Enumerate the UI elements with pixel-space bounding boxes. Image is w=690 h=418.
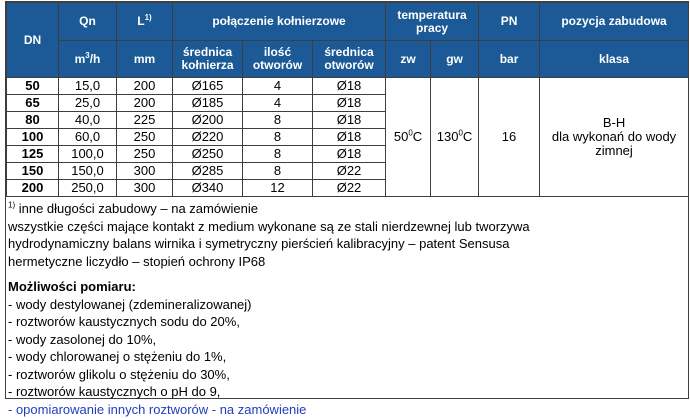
cell-gw-value (431, 78, 479, 197)
header-gw: gw (431, 41, 479, 78)
gw-deg-sup: 0 (458, 129, 462, 138)
spec-sheet (5, 1, 689, 399)
header-klasa: klasa (540, 41, 689, 78)
footnote-text: inne długości zabudowy – na zamówienie (15, 201, 258, 216)
qn-unit-pre: m (75, 52, 86, 66)
header-qn-unit (59, 41, 117, 78)
spec-table (6, 2, 689, 197)
cell-qn: 100,0 (59, 146, 117, 163)
list-item: - roztworów kaustycznych sodu do 20%, (8, 313, 688, 331)
cell-klasa-value (540, 78, 689, 197)
klasa-line-2: dla wykonań do wody (540, 130, 688, 144)
cell-dn: 50 (7, 78, 59, 95)
cell-dn: 150 (7, 163, 59, 180)
cell-holes-count: 8 (243, 129, 313, 146)
footnote-marker: 1) (8, 201, 15, 210)
header-zw: zw (386, 41, 431, 78)
zw-deg-sup: 0 (408, 129, 412, 138)
header-holes-count: ilość otworów (243, 41, 313, 78)
cell-qn: 15,0 (59, 78, 117, 95)
cell-l: 250 (117, 129, 173, 146)
cell-qn: 40,0 (59, 112, 117, 129)
cell-holes-count: 4 (243, 78, 313, 95)
cell-flange-diameter: Ø250 (173, 146, 243, 163)
cell-l: 250 (117, 146, 173, 163)
header-pn-unit: bar (479, 41, 540, 78)
note-materials: wszystkie części mające kontakt z medium wykonane są ze stali nierdzewnej lub tworzywa (8, 218, 688, 236)
header-holes-diameter: średnica otworów (313, 41, 386, 78)
cell-l: 225 (117, 112, 173, 129)
cell-dn: 80 (7, 112, 59, 129)
cell-l: 300 (117, 163, 173, 180)
header-l-unit: mm (117, 41, 173, 78)
cell-flange-diameter: Ø340 (173, 180, 243, 197)
measure-heading: Możliwości pomiaru: (8, 278, 688, 296)
header-position: pozycja zabudowa (540, 3, 689, 41)
cell-holes-diameter: Ø22 (313, 163, 386, 180)
qn-unit-sup: 3 (85, 51, 89, 60)
cell-holes-diameter: Ø22 (313, 180, 386, 197)
cell-holes-diameter: Ø18 (313, 112, 386, 129)
zw-number: 50 (394, 129, 408, 144)
header-flange-diameter: średnica kołnierza (173, 41, 243, 78)
header-qn: Qn (59, 3, 117, 41)
cell-dn: 200 (7, 180, 59, 197)
cell-holes-count: 8 (243, 146, 313, 163)
gw-number: 130 (437, 129, 459, 144)
zw-deg-unit: C (413, 129, 422, 144)
list-item: - wody zasolonej do 10%, (8, 331, 688, 349)
list-item-on-request: - opomiarowanie innych roztworów - na zamówienie (8, 401, 688, 418)
cell-qn: 250,0 (59, 180, 117, 197)
cell-holes-diameter: Ø18 (313, 129, 386, 146)
list-item: - roztworów glikolu o stężeniu do 30%, (8, 366, 688, 384)
cell-l: 200 (117, 95, 173, 112)
table-row (7, 78, 689, 95)
header-temperature: temperatura pracy (386, 3, 479, 41)
cell-zw-value (386, 78, 431, 197)
cell-pn-value: 16 (479, 78, 540, 197)
note-register: hermetyczne liczydło – stopień ochrony IP68 (8, 253, 688, 271)
cell-holes-count: 8 (243, 112, 313, 129)
header-l-sup: 1) (145, 13, 152, 22)
cell-flange-diameter: Ø185 (173, 95, 243, 112)
header-l (117, 3, 173, 41)
cell-holes-diameter: Ø18 (313, 146, 386, 163)
cell-holes-count: 4 (243, 95, 313, 112)
cell-holes-diameter: Ø18 (313, 95, 386, 112)
header-l-text: L (137, 14, 144, 28)
klasa-line-3: zimnej (540, 144, 688, 158)
list-item: - roztworów kaustycznych o pH do 9, (8, 383, 688, 401)
cell-dn: 100 (7, 129, 59, 146)
header-dn: DN (7, 3, 59, 78)
list-item: - wody destylowanej (zdemineralizowanej) (8, 296, 688, 314)
cell-l: 200 (117, 78, 173, 95)
header-pn: PN (479, 3, 540, 41)
cell-flange-diameter: Ø165 (173, 78, 243, 95)
cell-dn: 125 (7, 146, 59, 163)
notes-section (8, 200, 688, 418)
cell-holes-diameter: Ø18 (313, 78, 386, 95)
cell-flange-diameter: Ø285 (173, 163, 243, 180)
cell-flange-diameter: Ø200 (173, 112, 243, 129)
note-balance: hydrodynamiczny balans wirnika i symetryczny pierścień kalibracyjny – patent Sensusa (8, 235, 688, 253)
cell-l: 300 (117, 180, 173, 197)
gw-deg-unit: C (463, 129, 472, 144)
qn-unit-post: /h (90, 52, 101, 66)
cell-qn: 25,0 (59, 95, 117, 112)
cell-holes-count: 8 (243, 163, 313, 180)
cell-holes-count: 12 (243, 180, 313, 197)
header-flange: połączenie kołnierzowe (173, 3, 386, 41)
list-item: - wody chlorowanej o stężeniu do 1%, (8, 348, 688, 366)
cell-flange-diameter: Ø220 (173, 129, 243, 146)
cell-dn: 65 (7, 95, 59, 112)
footnote-line (8, 200, 688, 218)
klasa-line-1: B-H (540, 116, 688, 130)
cell-qn: 60,0 (59, 129, 117, 146)
cell-qn: 150,0 (59, 163, 117, 180)
